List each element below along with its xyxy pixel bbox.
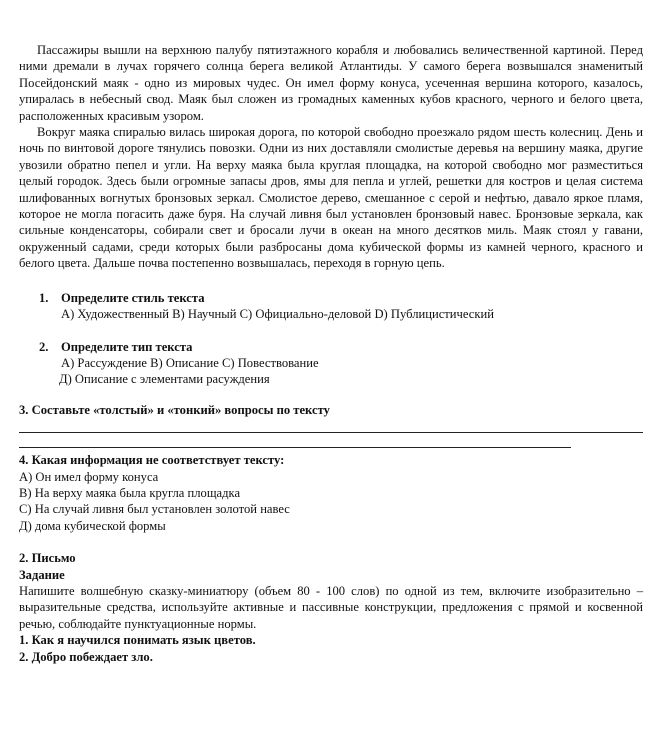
writing-topic-1: 1. Как я научился понимать язык цветов. <box>19 633 256 648</box>
task-1 <box>39 290 643 306</box>
task-2-options-line-2: Д) Описание с элементами расуждения <box>59 372 270 387</box>
text-paragraph-2: Вокруг маяка спиралью вилась широкая дорога, по которой свободно проезжало рядом шесть колесниц. День и ночь по винтовой дороге тянулись повозки. Одни из них доставляли смолистые деревья на вершину маяка, другие увозили обратно пепел и угли. На верху маяка была круглая площадка, на которой свободно мог разместиться целый городок. Здесь были огромные запасы дров, ямы для пепла и углей, решетки для костров и целая система шлифованных вогнутых бронзовых зеркал. Смолистое дерево, смешанное с серой и нефтью, давало яркое пламя, которое не могла погасить даже буря. На случай ливня был установлен бронзовый навес. Бронзовые зеркала, как сильные конденсаторы, собирали свет и бросали лучи в океан на много десятков миль. Маяк стоял у гавани, окруженный садами, среди которых были разбросаны дома кубической формы из камней черного, красного и белого цвета. Дальше почва постепенно возвышалась, переходя в горную цепь. <box>19 125 643 271</box>
document-page <box>19 42 643 665</box>
task-2-title: Определите тип текста <box>61 339 193 354</box>
writing-instruction: Напишите волшебную сказку-миниатюру (объем 80 - 100 слов) по одной из тем, включите изобразительно – выразительные средства, используйте активные и пассивные конструкции, предложения с прямой и косвенной речью, соблюдайте пунктуационные нормы. <box>19 583 643 631</box>
writing-task-label: Задание <box>19 567 65 582</box>
task-1-title: Определите стиль текста <box>61 290 205 305</box>
text-paragraph-1: Пассажиры вышли на верхнюю палубу пятиэтажного корабля и любовались величественной картиной. Перед ними дремали в лучах горячего солнца берега великой Атлантиды. У самого берега возвышался знаменитый Посейдонский маяк - одно из мировых чудес. Он имел форму конуса, усеченная вершина которого, казалось, упиралась в небесный свод. Маяк был сложен из громадных каменных кубов красного, черного и белого цвета, расположенных красивым узором. <box>19 43 643 123</box>
task-3-title: 3. Составьте «толстый» и «тонкий» вопросы по тексту <box>19 402 330 417</box>
task-2-options-line-1: А) Рассуждение В) Описание С) Повествование <box>61 355 319 370</box>
task-4-option-a: А) Он имел форму конуса <box>19 469 159 484</box>
task-1-number: 1. <box>39 290 49 305</box>
task-1-options: А) Художественный В) Научный С) Официально-деловой D) Публицистический <box>61 307 494 322</box>
task-4-option-b: В) На верху маяка была кругла площадка <box>19 485 241 500</box>
answer-line-1 <box>19 418 643 433</box>
task-4-option-d: Д) дома кубической формы <box>19 518 166 533</box>
task-2 <box>39 339 643 355</box>
writing-topic-2: 2. Добро побеждает зло. <box>19 649 153 664</box>
writing-heading: 2. Письмо <box>19 551 76 566</box>
answer-line-2 <box>19 433 571 448</box>
task-2-number: 2. <box>39 339 49 354</box>
task-4-title: 4. Какая информация не соответствует тексту: <box>19 453 285 468</box>
task-4-option-c: С) На случай ливня был установлен золотой навес <box>19 502 290 517</box>
